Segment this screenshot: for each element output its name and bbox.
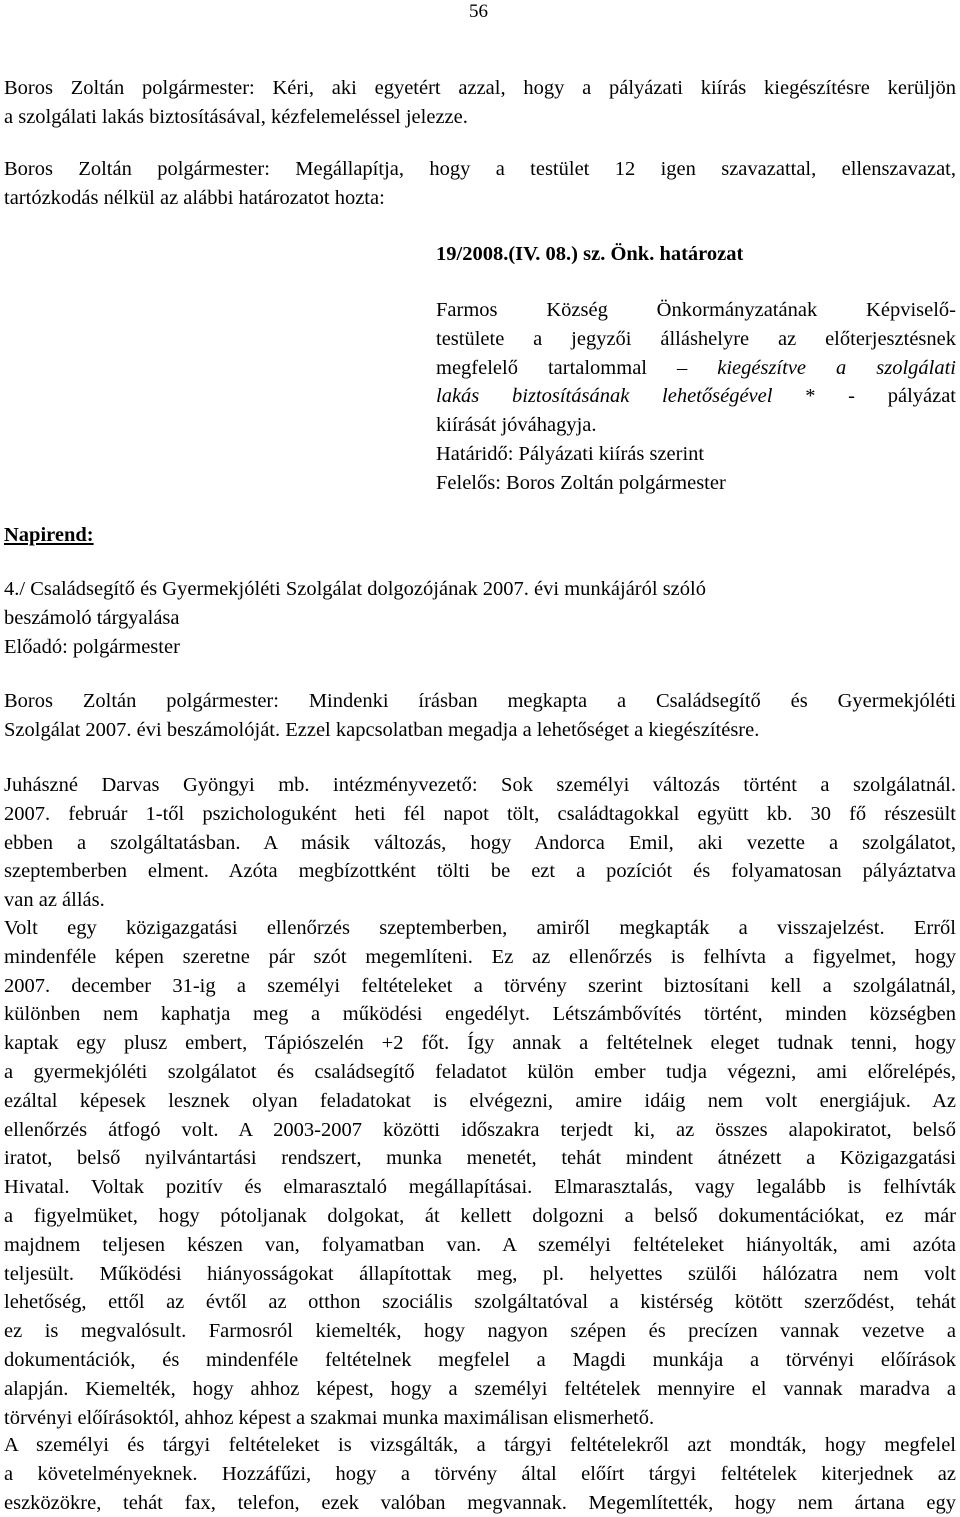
- text-line: Szolgálat 2007. évi beszámolóját. Ezzel kapcsolatban megadja a lehetőséget a kiegészítésre.: [4, 718, 760, 741]
- resolution-line: [436, 354, 956, 383]
- text-line: Boros Zoltán polgármester: Kéri, aki egyetért azzal, hogy a pályázati kiírás kiegészítésre kerüljön: [4, 77, 956, 99]
- text-line: eszközökre, tehát fax, telefon, ezek valóban megvannak. Megemlítették, hogy nem ártana egy: [4, 1491, 956, 1514]
- text-line: a gyermekjóléti szolgálatot és családsegítő feladatot külön ember tudja végezni, ami előrelépés,: [4, 1060, 956, 1083]
- text-line: Hivatal. Voltak pozitív és elmarasztaló megállapításai. Elmarasztalás, vagy legalább is felhívták: [4, 1176, 956, 1199]
- resolution-body: [436, 296, 956, 498]
- resolution-text: megfelelő tartalommal –: [436, 356, 718, 379]
- text-line: ebben a szolgáltatásban. A másik változás, hogy Andorca Emil, aki vezette a szolgálatot,: [4, 831, 956, 854]
- paragraph-mayor-intro: [4, 687, 956, 745]
- text-line: Boros Zoltán polgármester: Mindenki írásban megkapta a Családsegítő és Gyermekjóléti: [4, 690, 956, 712]
- resolution-responsible: Felelős: Boros Zoltán polgármester: [436, 471, 726, 494]
- text-line: Boros Zoltán polgármester: Megállapítja, hogy a testület 12 igen szavazattal, ellenszavazat,: [4, 158, 956, 180]
- paragraph-director-report: [4, 771, 956, 915]
- text-line: Juhászné Darvas Gyöngyi mb. intézményvezető: Sok személyi változás történt a szolgálatnál.: [4, 774, 956, 796]
- text-line: van az állás.: [4, 889, 105, 912]
- paragraph-vote-result: [4, 155, 956, 213]
- agenda-item: [4, 575, 956, 661]
- text-line: Előadó: polgármester: [4, 635, 180, 658]
- text-line: a követelményeknek. Hozzáfűzi, hogy a törvény által előírt tárgyi feltételek kiterjednek az: [4, 1462, 956, 1485]
- text-line: 2007. december 31-ig a személyi feltételeket a törvény szerint biztosítani kell a szolgálatnál,: [4, 974, 956, 997]
- text-line: beszámoló tárgyalása: [4, 606, 180, 629]
- text-line: ezáltal képesek lesznek olyan feladatokat is elvégezni, amire idáig nem volt energiájuk. Az: [4, 1089, 956, 1112]
- text-line: ez is megvalósult. Farmosról kiemelték, hogy nagyon szépen és precízen vannak vezetve a: [4, 1320, 956, 1343]
- paragraph-vote-call: [4, 74, 956, 132]
- text-line: dokumentációk, és mindenféle feltételnek megfelel a Magdi munkája a törvényi előírások: [4, 1348, 956, 1371]
- text-line: A személyi és tárgyi feltételeket is vizsgálták, a tárgyi feltételekről azt mondták, hogy megfelel: [4, 1434, 956, 1456]
- text-line: törvényi előírásoktól, ahhoz képest a szakmai munka maximálisan elismerhető.: [4, 1406, 655, 1429]
- text-line: ellenőrzés átfogó volt. A 2003-2007 közötti időszakra terjedt ki, az összes alapokiratot, belső: [4, 1118, 956, 1141]
- paragraph-conditions: [4, 1431, 956, 1517]
- resolution-text: * - pályázat: [805, 385, 957, 408]
- page-number: 56: [469, 1, 488, 22]
- resolution-line: kiírását jóváhagyja.: [436, 414, 597, 437]
- text-line: mindenféle képen szeretne pár szót megemlíteni. Ez az ellenőrzés is felhívta a figyelmet, hogy: [4, 945, 956, 968]
- text-line: a szolgálati lakás biztosításával, kézfelemeléssel jelezze.: [4, 105, 468, 128]
- text-line: tartózkodás nélkül az alábbi határozatot hozta:: [4, 186, 385, 209]
- resolution-italic-text: lakás biztosításának lehetőségével: [436, 385, 773, 408]
- text-line: alapján. Kiemelték, hogy ahhoz képest, hogy a személyi feltételek mennyire el vannak maradva a: [4, 1377, 956, 1400]
- resolution-line: Farmos Község Önkormányzatának Képviselő-: [436, 299, 956, 321]
- text-line: 4./ Családsegítő és Gyermekjóléti Szolgálat dolgozójának 2007. évi munkájáról szóló: [4, 578, 706, 600]
- text-line: majdnem teljesen készen van, folyamatban van. A személyi feltételeket hiányolták, ami azóta: [4, 1233, 956, 1256]
- text-line: 2007. február 1-től pszichologuként heti fél napot tölt, családtagokkal együtt kb. 30 fő részesült: [4, 802, 956, 825]
- text-line: lehetőség, ettől az évtől az otthon szociális szolgáltatóval a kistérség kötött szerződést, tehát: [4, 1291, 956, 1314]
- text-line: kaptak egy plusz embert, Tápiószelén +2 főt. Így annak a feltételnek eleget tudnak tenni, hogy: [4, 1032, 956, 1055]
- text-line: a figyelmüket, hogy pótoljanak dolgokat, át kellett dolgozni a belső dokumentációkat, ez már: [4, 1204, 956, 1227]
- text-line: teljesült. Működési hiányosságokat állapítottak meg, pl. helyettes szülői hálózatra nem volt: [4, 1262, 956, 1285]
- resolution-title: 19/2008.(IV. 08.) sz. Önk. határozat: [436, 243, 744, 265]
- resolution-italic-text: kiegészítve a szolgálati: [717, 356, 956, 379]
- resolution-deadline: Határidő: Pályázati kiírás szerint: [436, 442, 705, 465]
- text-line: iratot, belső nyilvántartási rendszert, munka menetét, tehát mindent átnézett a Közigazgatási: [4, 1147, 956, 1170]
- text-line: szeptemberben elment. Azóta megbízottként tölti be ezt a pozíciót és folyamatosan pályáztatva: [4, 860, 956, 883]
- resolution-line: testülete a jegyzői álláshelyre az előterjesztésnek: [436, 327, 956, 350]
- text-line: Volt egy közigazgatási ellenőrzés szeptemberben, amiről megkapták a visszajelzést. Erről: [4, 917, 956, 939]
- paragraph-inspection: [4, 914, 956, 1432]
- resolution-line: [436, 382, 956, 411]
- text-line: különben nem kaphatja meg a működési engedélyt. Létszámbővítés történt, minden községben: [4, 1003, 956, 1026]
- agenda-heading: Napirend:: [4, 524, 94, 546]
